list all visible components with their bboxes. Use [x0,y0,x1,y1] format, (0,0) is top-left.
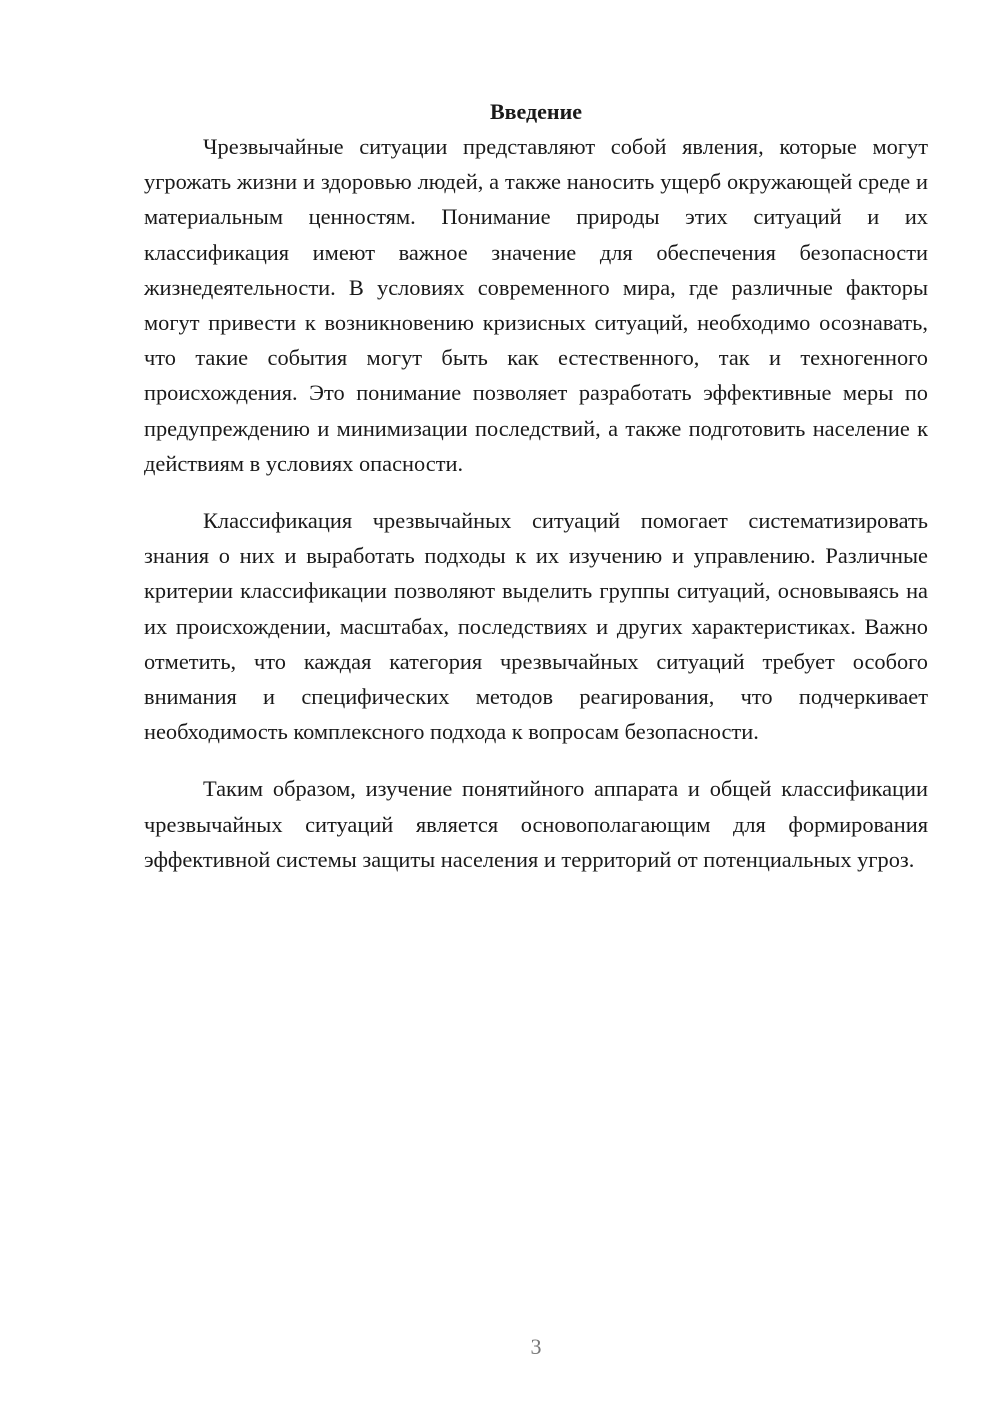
page-number: 3 [530,1334,542,1359]
paragraph-1: Чрезвычайные ситуации представляют собой явления, которые могут угрожать жизни и здоровью людей, а также наносить ущерб окружающей среде и материальным ценностям. Понимание природы этих ситуаций и их классификация имеют важное значение для обеспечения безопасности жизнедеятельности. В условиях современного мира, где различные факторы могут привести к возникновению кризисных ситуаций, необходимо осознавать, что такие события могут быть как естественного, так и техногенного происхождения. Это понимание позволяет разработать эффективные меры по предупреждению и минимизации последствий, а также подготовить население к действиям в условиях опасности. [144,134,928,476]
page-title: Введение [489,99,583,124]
paragraph-3: Таким образом, изучение понятийного аппарата и общей классификации чрезвычайных ситуаций является основополагающим для формирования эффективной системы защиты населения и территорий от потенциальных угроз. [144,776,928,872]
paragraph-2: Классификация чрезвычайных ситуаций помогает систематизировать знания о них и выработать подходы к их изучению и управлению. Различные критерии классификации позволяют выделить группы ситуаций, основываясь на их происхождении, масштабах, последствиях и других характеристиках. Важно отметить, что каждая категория чрезвычайных ситуаций требует особого внимания и специфических методов реагирования, что подчеркивает необходимость комплексного подхода к вопросам безопасности. [144,508,928,745]
document-page [144,94,928,877]
